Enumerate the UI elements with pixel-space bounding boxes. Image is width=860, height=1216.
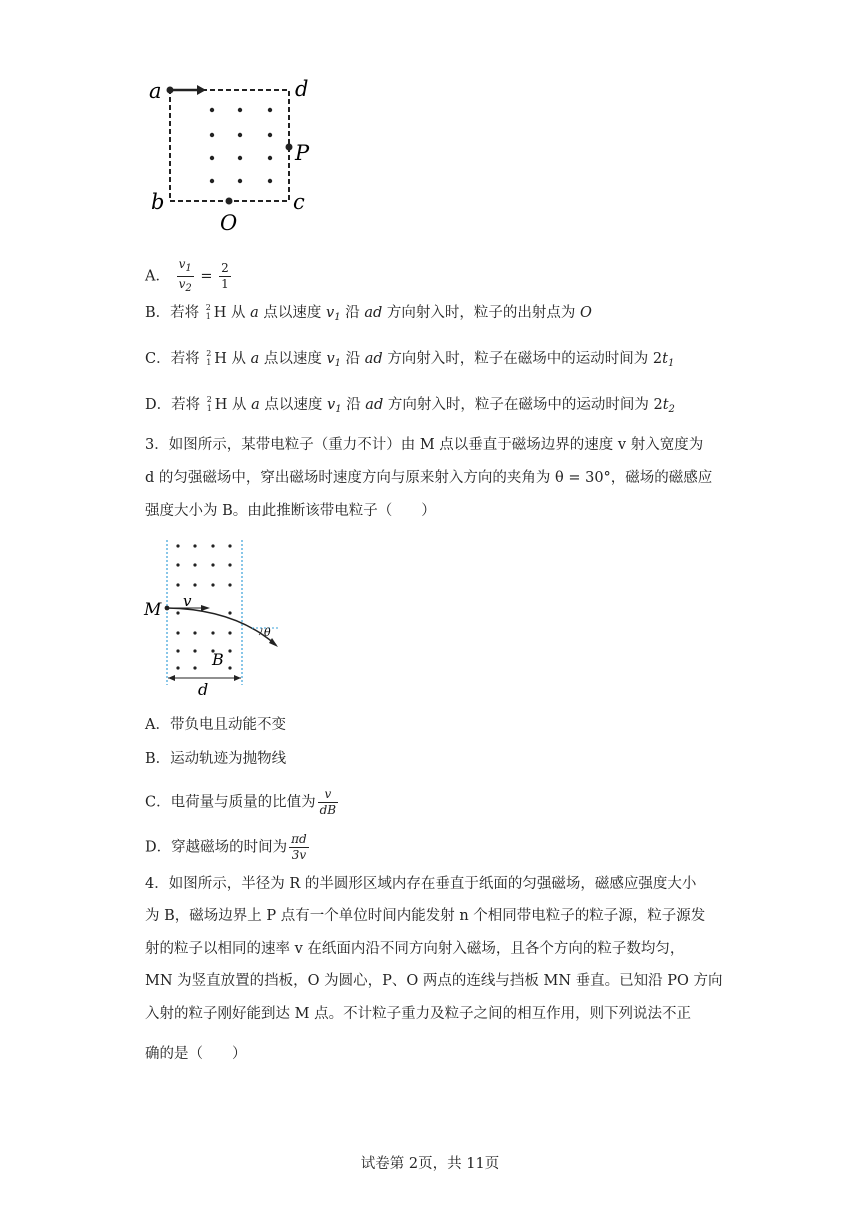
label-b-field: B (212, 650, 224, 669)
q2-option-b: B．若将 2 1 H 从 a 点以速度 $v_1$ 沿 ad 方向射入时，粒子的出射点为 O (145, 303, 592, 323)
q3-stem-line3: 强度大小为 B。由此推断该带电粒子（ ） (145, 503, 436, 519)
isotope-symbol: 2 1 (206, 395, 212, 413)
q2-option-c: C．若将 2 1 H 从 a 点以速度 $v_1$ 沿 ad 方向射入时，粒子在磁场中的运动时间为 $2t_1$ (145, 349, 675, 369)
q4-stem-line5: 入射的粒子刚好能到达 M 点。不计粒子重力及粒子之间的相互作用，则下列说法不正 (145, 1006, 692, 1022)
ratio-value: $\frac{2}{1}$ (221, 261, 229, 291)
label-d: d (295, 77, 309, 101)
q3-option-a: A．带负电且动能不变 (145, 717, 286, 733)
label-a: a (149, 79, 162, 103)
figure-square-field (140, 70, 330, 240)
q4-stem-line1: 4．如图所示，半径为 R 的半圆形区域内存在垂直于纸面的匀强磁场，磁感应强度大小 (145, 876, 697, 892)
figure-strip-field (140, 535, 290, 700)
q4-stem-line6: 确的是（ ） (145, 1046, 247, 1062)
isotope-symbol: 2 1 (205, 303, 211, 321)
label-o: O (220, 211, 238, 235)
q4-stem-line2: 为 B，磁场边界上 P 点有一个单位时间内能发射 n 个相同带电粒子的粒子源，粒子源发 (145, 908, 706, 924)
label-c: c (293, 190, 305, 214)
charge-mass-ratio: $\frac{v}{dB}$ (319, 787, 337, 817)
velocity-ratio: $\frac{v_1}{v_2}$ (178, 257, 192, 294)
q3-option-c: C．电荷量与质量的比值为 $\frac{v}{dB}$ (145, 787, 337, 817)
label-theta: θ (264, 626, 271, 639)
option-letter: A． (145, 268, 170, 285)
isotope-symbol: 2 1 (206, 349, 212, 367)
q2-option-a: A． $\frac{v_1}{v_2}$ = $\frac{2}{1}$ (145, 257, 229, 294)
label-width-d: d (198, 680, 209, 699)
q3-stem-line1: 3．如图所示，某带电粒子（重力不计）由 M 点以垂直于磁场边界的速度 v 射入宽度为 (145, 437, 704, 453)
q2-option-d: D．若将 2 1 H 从 a 点以速度 $v_1$ 沿 ad 方向射入时，粒子在磁场中的运动时间为 $2t_2$ (145, 395, 675, 415)
q3-option-d: D．穿越磁场的时间为 $\frac{\pi d}{3v}$ (145, 832, 307, 862)
label-v: v (183, 592, 192, 610)
label-b: b (151, 190, 165, 214)
q4-stem-line3: 射的粒子以相同的速率 v 在纸面内沿不同方向射入磁场，且各个方向的粒子数均匀， (145, 941, 685, 957)
q3-stem-line2: d 的匀强磁场中，穿出磁场时速度方向与原来射入方向的夹角为 θ = 30°，磁场的磁感应 (145, 470, 713, 486)
label-m: M (144, 600, 162, 620)
transit-time: $\frac{\pi d}{3v}$ (291, 832, 307, 862)
q3-option-b: B．运动轨迹为抛物线 (145, 751, 287, 767)
q4-stem-line4: MN 为竖直放置的挡板，O 为圆心，P、O 两点的连线与挡板 MN 垂直。已知沿 PO 方向 (145, 973, 723, 989)
label-p: P (295, 141, 310, 165)
page-footer: 试卷第 2页，共 11页 (360, 1156, 500, 1172)
